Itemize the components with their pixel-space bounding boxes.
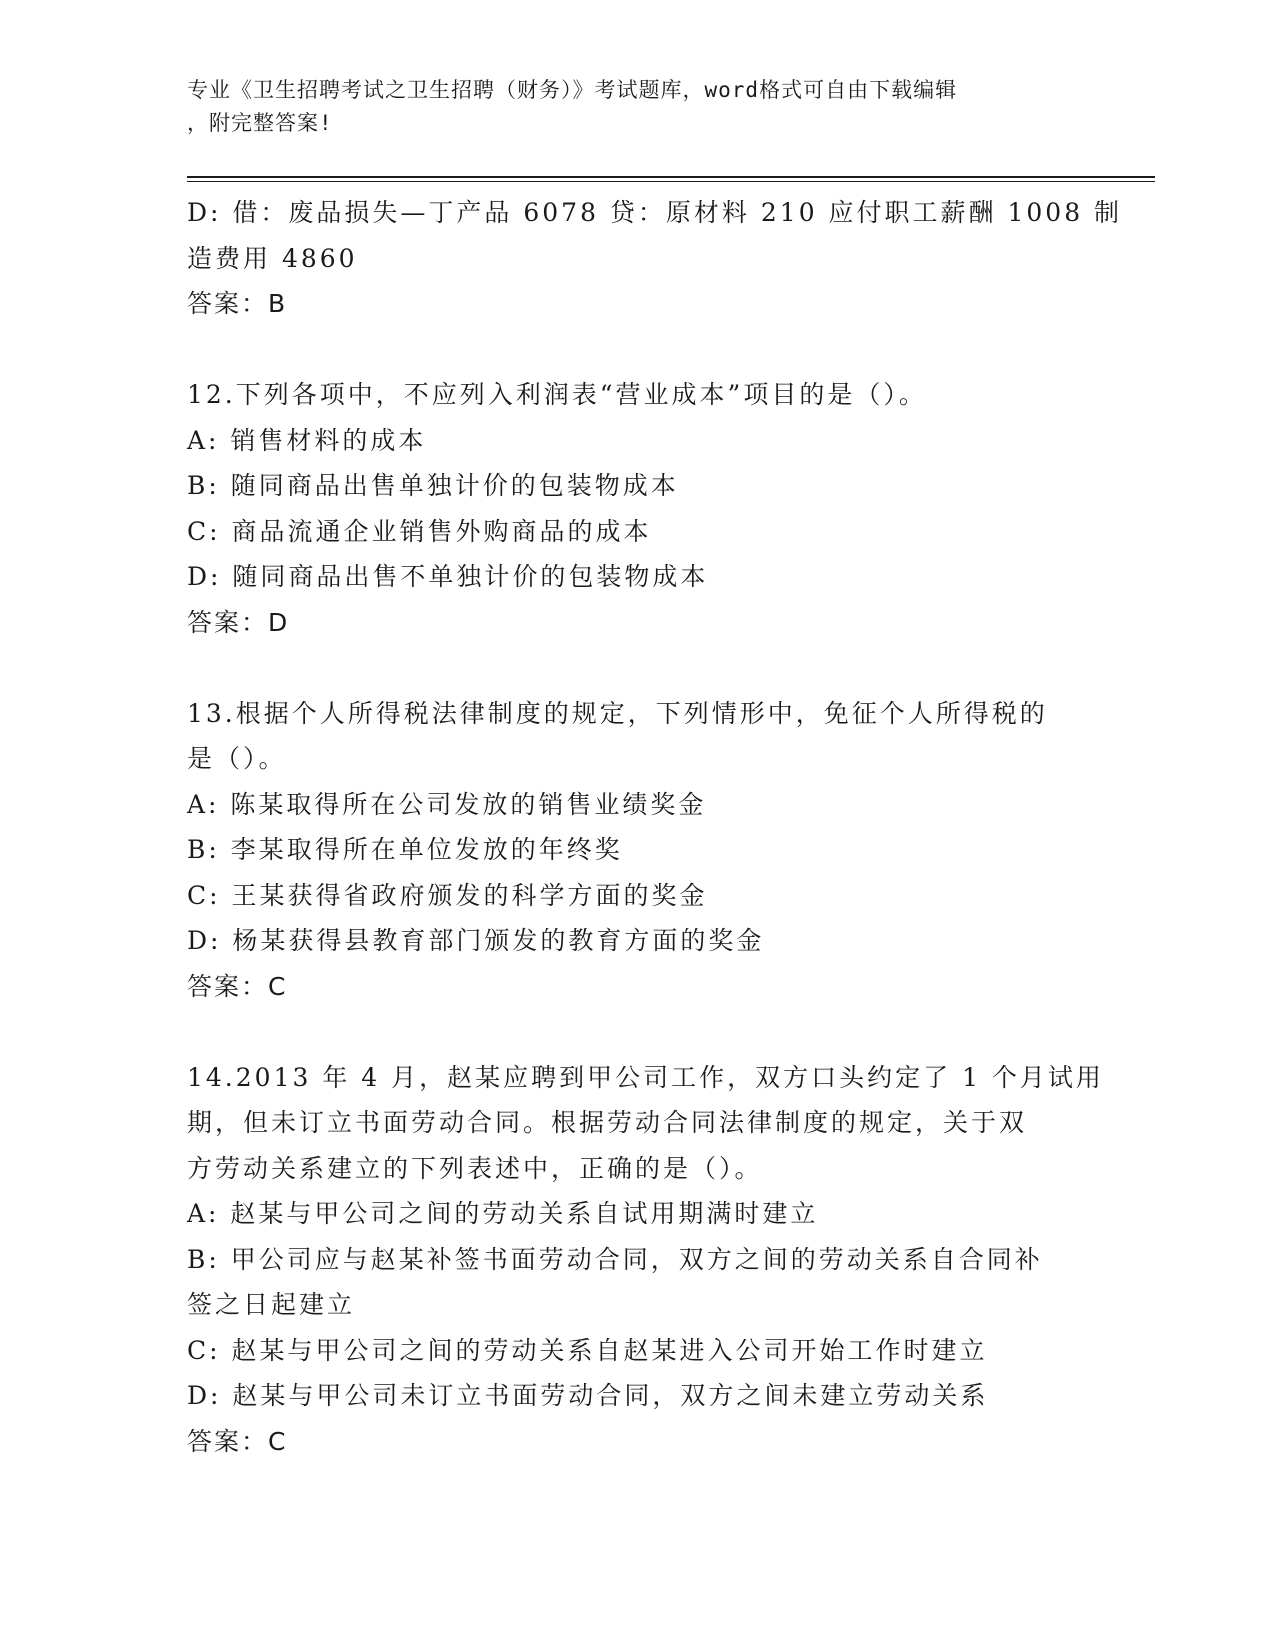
option-a: A: 销售材料的成本	[187, 425, 427, 455]
option-b-line-2: 签之日起建立	[187, 1290, 356, 1319]
header-divider-thick	[187, 176, 1155, 178]
spacer	[187, 327, 1087, 373]
answer-line: 答案：C	[187, 971, 288, 1001]
option-d: D: 赵某与甲公司未订立书面劳动合同，双方之间未建立劳动关系	[187, 1381, 989, 1410]
option-d-line-1: D: 借：废品损失—丁产品 6078 贷：原材料 210 应付职工薪酬 1008 制	[187, 198, 1123, 227]
spacer	[187, 645, 1087, 691]
option-c: C: 王某获得省政府颁发的科学方面的奖金	[187, 880, 708, 910]
question-12	[187, 372, 1087, 645]
option-c: C: 商品流通企业销售外购商品的成本	[187, 516, 652, 546]
question-stem-line-1: 14.2013 年 4 月，赵某应聘到甲公司工作，双方口头约定了 1 个月试用	[187, 1062, 1104, 1092]
option-c: C: 赵某与甲公司之间的劳动关系自赵某进入公司开始工作时建立	[187, 1335, 988, 1365]
question-stem: 12.下列各项中，不应列入利润表“营业成本”项目的是（）。	[187, 380, 927, 409]
answer-line: 答案：D	[187, 607, 290, 637]
question-13	[187, 691, 1087, 1010]
question-stem-line-2: 期，但未订立书面劳动合同。根据劳动合同法律制度的规定，关于双	[187, 1108, 1028, 1137]
option-d: D: 随同商品出售不单独计价的包装物成本	[187, 562, 709, 591]
header-divider-thin	[187, 181, 1155, 182]
question-stem-line-1: 13.根据个人所得税法律制度的规定，下列情形中，免征个人所得税的	[187, 698, 1048, 728]
option-d-line-2: 造费用 4860	[187, 243, 358, 273]
header-line-2: ，附完整答案!	[187, 111, 333, 135]
document-body	[187, 190, 1123, 1464]
option-b: B: 李某取得所在单位发放的年终奖	[187, 835, 623, 864]
option-d: D: 杨某获得县教育部门颁发的教育方面的奖金	[187, 926, 765, 955]
spacer	[187, 1009, 1087, 1055]
question-stem-line-3: 方劳动关系建立的下列表述中，正确的是（）。	[187, 1153, 763, 1183]
header-line-1: 专业《卫生招聘考试之卫生招聘（财务）》考试题库，word格式可自由下载编辑	[187, 78, 958, 102]
option-a: A: 赵某与甲公司之间的劳动关系自试用期满时建立	[187, 1199, 819, 1228]
option-b: B: 随同商品出售单独计价的包装物成本	[187, 471, 679, 500]
answer-line: 答案：B	[187, 289, 288, 318]
question-stem-line-2: 是（）。	[187, 744, 287, 773]
question-11-tail	[187, 190, 1123, 327]
option-a: A: 陈某取得所在公司发放的销售业绩奖金	[187, 789, 707, 819]
question-14	[187, 1055, 1104, 1465]
answer-line: 答案：C	[187, 1426, 288, 1456]
option-b-line-1: B: 甲公司应与赵某补签书面劳动合同，双方之间的劳动关系自合同补	[187, 1244, 1043, 1274]
document-header	[187, 74, 1067, 140]
